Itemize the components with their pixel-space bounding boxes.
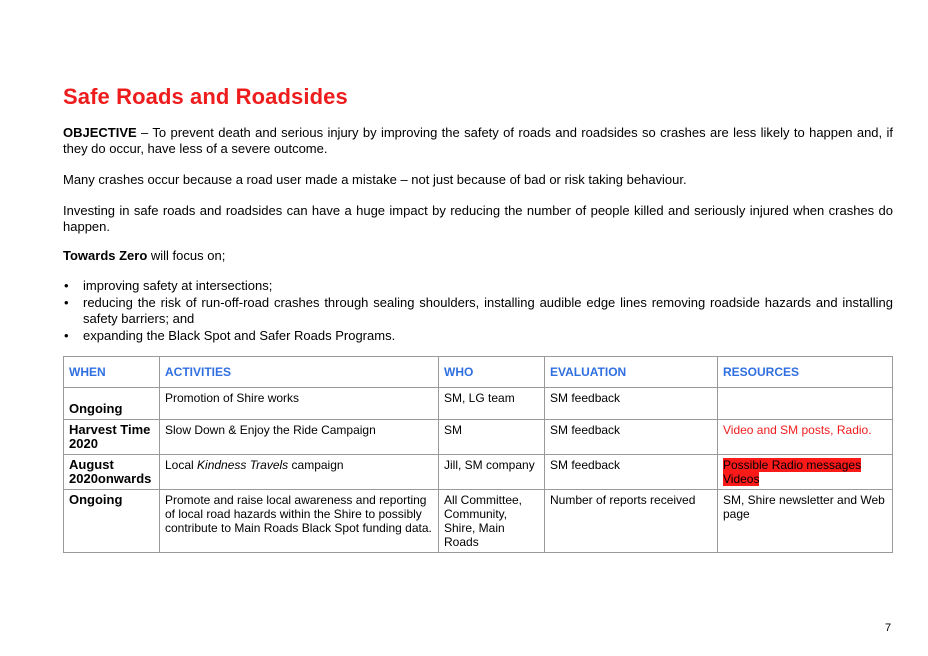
bullet-icon: • bbox=[64, 295, 69, 310]
header-who: WHO bbox=[439, 357, 545, 388]
activity-cell: Promote and raise local awareness and reporting of local road hazards within the Shire to possibly contribute to Main Roads Black Spot funding data. bbox=[160, 490, 439, 553]
list-item bbox=[63, 278, 893, 294]
highlighted-resource: Videos bbox=[723, 472, 760, 486]
bullet-icon: • bbox=[64, 278, 69, 293]
who-cell: SM, LG team bbox=[439, 388, 545, 420]
table-row bbox=[64, 490, 893, 553]
focus-intro bbox=[63, 248, 893, 264]
mistake-paragraph: Many crashes occur because a road user made a mistake – not just because of bad or risk taking behaviour. bbox=[63, 172, 687, 187]
evaluation-cell: SM feedback bbox=[545, 455, 718, 490]
campaign-name: Kindness Travels bbox=[197, 458, 289, 472]
focus-intro-rest: will focus on; bbox=[147, 248, 226, 263]
table-row bbox=[64, 455, 893, 490]
who-cell: Jill, SM company bbox=[439, 455, 545, 490]
page-title: Safe Roads and Roadsides bbox=[63, 84, 348, 109]
objective-text: – To prevent death and serious injury by improving the safety of roads and roadsides so crashes are less likely to happen and, if they do occur, have less of a severe outcome. bbox=[63, 125, 893, 156]
table-row bbox=[64, 420, 893, 455]
objective-label: OBJECTIVE bbox=[63, 125, 137, 140]
list-item bbox=[63, 295, 893, 327]
list-item-text: reducing the risk of run-off-road crashes through sealing shoulders, installing audible edge lines removing roadside hazards and installing safety barriers; and bbox=[83, 295, 893, 326]
activity-cell: Promotion of Shire works bbox=[160, 388, 439, 420]
header-when: WHEN bbox=[64, 357, 160, 388]
list-item-text: improving safety at intersections; bbox=[83, 278, 273, 293]
highlighted-resource: Possible Radio messages bbox=[723, 458, 862, 472]
page-number: 7 bbox=[885, 622, 892, 634]
bullet-icon: • bbox=[64, 328, 69, 343]
resources-cell bbox=[718, 455, 893, 490]
when-cell: Ongoing bbox=[64, 388, 160, 420]
header-activities: ACTIVITIES bbox=[160, 357, 439, 388]
activity-cell: Slow Down & Enjoy the Ride Campaign bbox=[160, 420, 439, 455]
action-plan-table bbox=[63, 356, 893, 553]
activity-text: campaign bbox=[288, 458, 344, 472]
resources-cell bbox=[718, 388, 893, 420]
focus-list bbox=[63, 278, 893, 345]
resources-cell: SM, Shire newsletter and Web page bbox=[718, 490, 893, 553]
who-cell: SM bbox=[439, 420, 545, 455]
when-cell: Harvest Time 2020 bbox=[64, 420, 160, 455]
table-row bbox=[64, 388, 893, 420]
when-cell: Ongoing bbox=[64, 490, 160, 553]
evaluation-cell: SM feedback bbox=[545, 388, 718, 420]
header-resources: RESOURCES bbox=[718, 357, 893, 388]
evaluation-cell: SM feedback bbox=[545, 420, 718, 455]
list-item bbox=[63, 328, 893, 344]
list-item-text: expanding the Black Spot and Safer Roads Programs. bbox=[83, 328, 396, 343]
table-header-row bbox=[64, 357, 893, 388]
activity-cell bbox=[160, 455, 439, 490]
header-evaluation: EVALUATION bbox=[545, 357, 718, 388]
investment-paragraph: Investing in safe roads and roadsides can have a huge impact by reducing the number of people killed and seriously injured when crashes do happen. bbox=[63, 203, 893, 234]
objective-paragraph bbox=[63, 125, 893, 157]
activity-text: Local bbox=[165, 458, 198, 472]
resources-cell: Video and SM posts, Radio. bbox=[718, 420, 893, 455]
evaluation-cell: Number of reports received bbox=[545, 490, 718, 553]
when-cell: August 2020onwards bbox=[64, 455, 160, 490]
who-cell: All Committee, Community, Shire, Main Roads bbox=[439, 490, 545, 553]
focus-intro-bold: Towards Zero bbox=[63, 248, 148, 263]
